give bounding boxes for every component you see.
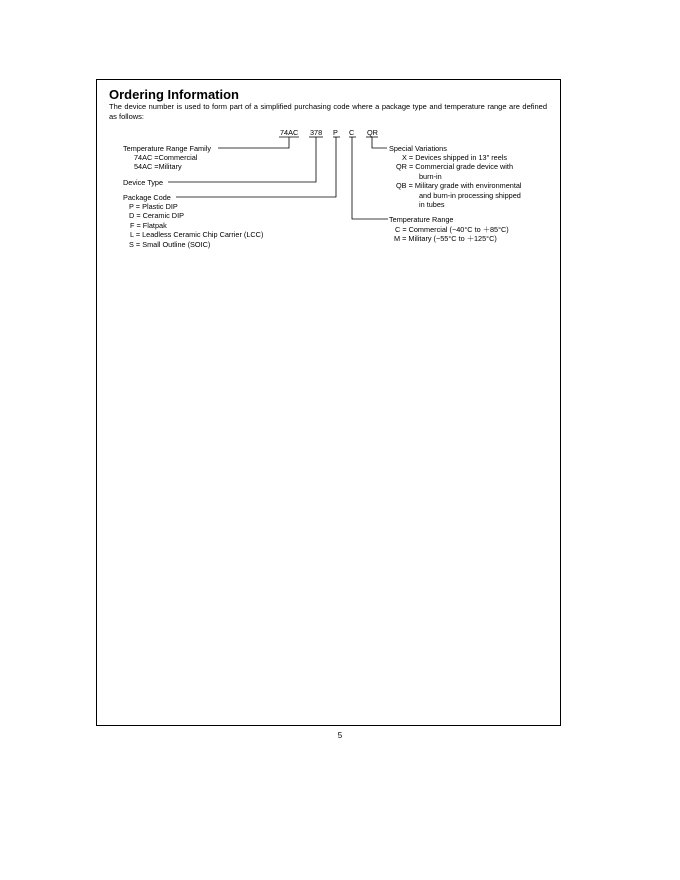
special-item (396, 162, 513, 171)
special-item-continuation: and burn-in processing shipped (419, 191, 521, 200)
item-desc: Commercial (158, 153, 198, 162)
equals-sign: = (402, 225, 407, 234)
package-item (130, 221, 167, 230)
item-desc: Leadless Ceramic Chip Carrier (LCC) (142, 230, 264, 239)
item-code: QR (396, 162, 407, 171)
equals-sign: = (136, 211, 141, 220)
item-desc: Military (−55°C to ＋125°C) (408, 234, 497, 243)
package-item (129, 202, 178, 211)
item-code: S (129, 240, 134, 249)
item-desc: Military (158, 162, 182, 171)
code-package: P (333, 128, 338, 137)
item-code: QB (396, 181, 407, 190)
item-desc: Devices shipped in 13″ reels (415, 153, 508, 162)
package-item (129, 240, 210, 249)
item-desc: Plastic DIP (142, 202, 178, 211)
code-temp: C (349, 128, 355, 137)
special-item (402, 153, 507, 162)
page-number: 5 (337, 731, 343, 740)
item-code: 74AC (134, 153, 153, 162)
temperature-range-heading: Temperature Range (389, 215, 454, 224)
equals-sign: = (408, 162, 414, 171)
item-code: L (130, 230, 134, 239)
equals-sign: = (154, 162, 159, 171)
item-code: X (402, 153, 407, 162)
code-device: 378 (310, 128, 323, 137)
item-desc: Flatpak (142, 221, 167, 230)
item-code: P (129, 202, 134, 211)
package-item (129, 211, 184, 220)
code-special: QR (367, 128, 378, 137)
special-variations-heading: Special Variations (389, 144, 447, 153)
equals-sign: = (154, 153, 159, 162)
temp-family-item (134, 153, 197, 162)
intro-paragraph: The device number is used to form part of a simplified purchasing code where a package type and temperature range are defined as follows: (109, 102, 547, 121)
item-code: C (395, 225, 401, 234)
item-code: M (394, 234, 401, 243)
equals-sign: = (135, 240, 141, 249)
equals-sign: = (402, 234, 407, 243)
special-item-continuation: in tubes (419, 200, 445, 209)
equals-sign: = (135, 202, 141, 211)
item-desc: Commercial (−40°C to ＋85°C) (408, 225, 509, 234)
item-desc: Military grade with environmental (414, 181, 522, 190)
equals-sign: = (408, 153, 414, 162)
package-code-heading: Package Code (123, 193, 171, 202)
equals-sign: = (408, 181, 413, 190)
item-desc: Ceramic DIP (142, 211, 184, 220)
item-code: 54AC (134, 162, 153, 171)
equals-sign: = (136, 221, 141, 230)
equals-sign: = (135, 230, 141, 239)
code-family: 74AC (280, 128, 299, 137)
special-item-continuation: burn-in (419, 172, 442, 181)
special-item (396, 181, 522, 190)
item-desc: Small Outline (SOIC) (142, 240, 211, 249)
item-code: F (130, 221, 135, 230)
temp-family-heading: Temperature Range Family (123, 144, 212, 153)
device-type-heading: Device Type (123, 178, 164, 187)
item-desc: Commercial grade device with (415, 162, 514, 171)
temperature-item (395, 225, 509, 234)
temp-family-item (134, 162, 182, 171)
temperature-item (394, 234, 497, 243)
item-code: D (129, 211, 135, 220)
section-title: Ordering Information (109, 87, 239, 102)
package-item (130, 230, 263, 239)
